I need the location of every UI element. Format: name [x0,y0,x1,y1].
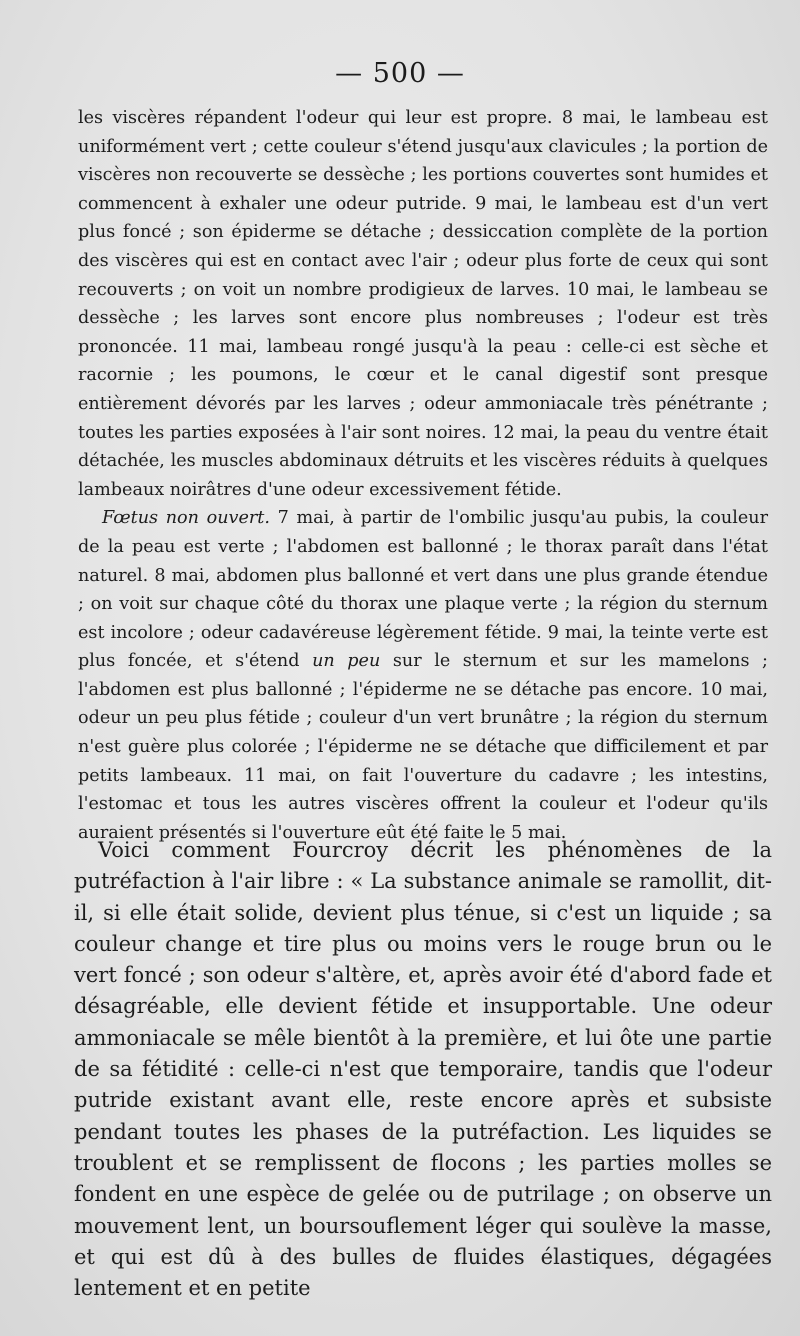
foetus-text-1: 7 mai, à partir de l'ombilic jusqu'au pubis, la couleur de la peau est verte ; l'abdomen est ballonné ; le thorax paraît dans l'état naturel. 8 mai, abdomen plus ballonné et vert dans une plus grande étendue ; on voit sur chaque côté du thorax une plaque verte ; la région du sternum est incolore ; odeur cadavéreuse légèrement fétide. 9 mai, la teinte verte est plus foncée, et s'étend [78,508,768,672]
foetus-emphasis: un peu [312,651,381,672]
paragraph-lambeau: les viscères répandent l'odeur qui leur est propre. 8 mai, le lambeau est uniformément vert ; cette couleur s'étend jusqu'aux clavicules ; la portion de viscères non recouverte se dessèche ; les portions couvertes sont humides et commencent à exhaler une odeur putride. 9 mai, le lambeau est d'un vert plus foncé ; son épiderme se détache ; dessiccation complète de la portion des viscères qui est en contact avec l'air ; odeur plus forte de ceux qui sont recouverts ; on voit un nombre prodigieux de larves. 10 mai, le lambeau se dessèche ; les larves sont encore plus nombreuses ; l'odeur est très prononcée. 11 mai, lambeau rongé jusqu'à la peau : celle-ci est sèche et racornie ; les poumons, le cœur et le canal digestif sont presque entièrement dévorés par les larves ; odeur ammoniacale très pénétrante ; toutes les parties exposées à l'air sont noires. 12 mai, la peau du ventre était détachée, les muscles abdominaux détruits et les viscères réduits à quelques lambeaux noirâtres d'une odeur excessivement fétide. [78,108,768,500]
fourcroy-quote-text [74,835,772,1304]
observation-text [78,104,768,847]
foetus-text-2: sur le sternum et sur les mamelons ; l'abdomen est plus ballonné ; l'épiderme ne se détache pas encore. 10 mai, odeur un peu plus fétide ; couleur d'un vert brunâtre ; la région du sternum n'est guère plus colorée ; l'épiderme ne se détache que difficilement et par petits lambeaux. 11 mai, on fait l'ouverture du cadavre ; les intestins, l'estomac et tous les autres viscères offrent la couleur et l'odeur qu'ils auraient présentés si l'ouverture eût été faite le 5 mai. [78,651,768,843]
paragraph-fourcroy: Voici comment Fourcroy décrit les phénomènes de la putréfaction à l'air libre : « La substance animale se ramollit, dit-il, si elle était solide, devient plus ténue, si c'est un liquide ; sa couleur change et tire plus ou moins vers le rouge brun ou le vert foncé ; son odeur s'altère, et, après avoir été d'abord fade et désagréable, elle devient fétide et insupportable. Une odeur ammoniacale se mêle bientôt à la première, et lui ôte une partie de sa fétidité : celle-ci n'est que temporaire, tandis que l'odeur putride existant avant elle, reste encore après et subsiste pendant toutes les phases de la putréfaction. Les liquides se troublent et se remplissent de flocons ; les parties molles se fondent en une espèce de gelée ou de putrilage ; on observe un mouvement lent, un boursouflement léger qui soulève la masse, et qui est dû à des bulles de fluides élastiques, dégagées lentement et en petite [74,838,772,1301]
paragraph-foetus [78,504,768,847]
foetus-heading: Fœtus non ouvert. [102,508,270,529]
page-number: — 500 — [335,58,465,89]
